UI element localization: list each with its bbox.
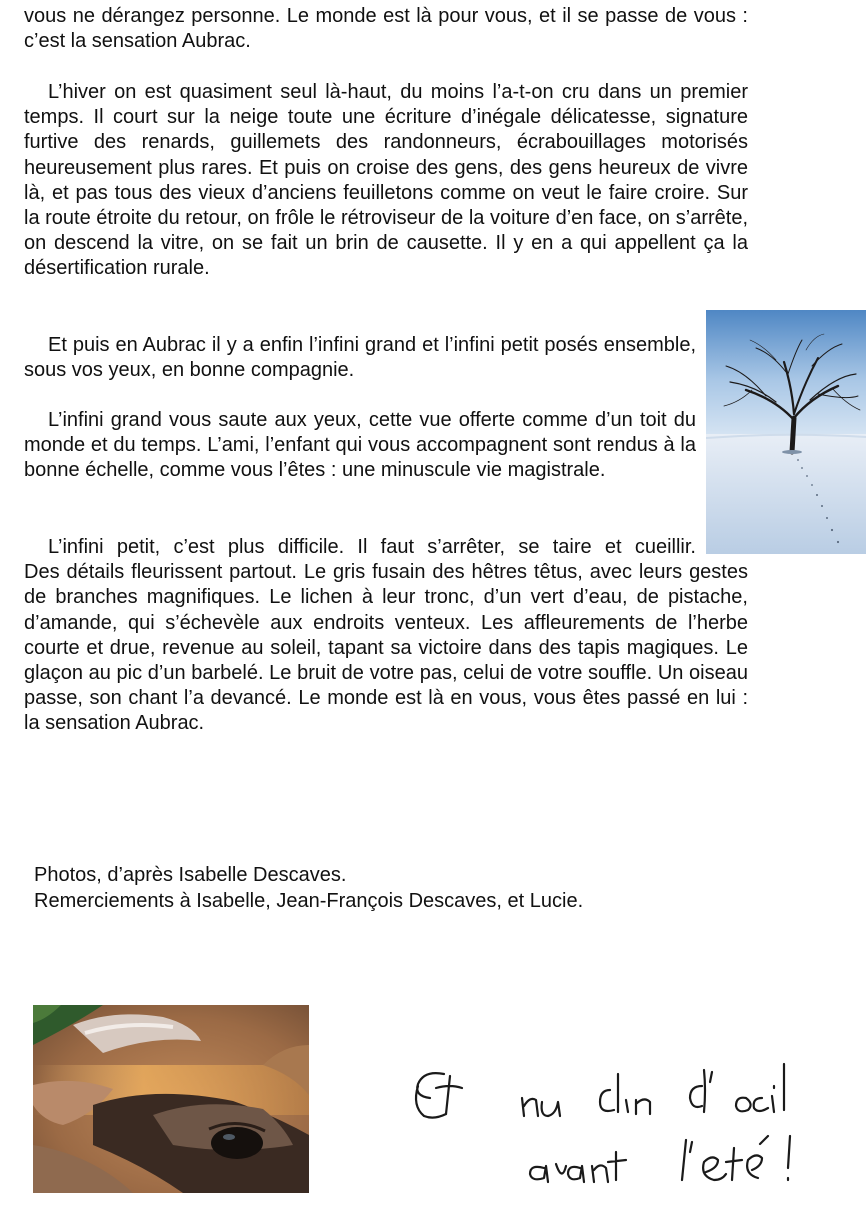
paragraph-infinite-big	[24, 408, 696, 484]
paragraph-winter-text: L’hiver on est quasiment seul là-haut, du moins l’a-t-on cru dans un premier temps. Il court sur la neige toute une écriture d’inégale délicatesse, signature furtive des renards, guillemets des randonneurs, écrabouillages motorisés heureusement plus rares. Et puis on croise des gens, des gens heureux de vivre là, et pas tous des vieux d’anciens feuilletons comme on veut le faire croire. Sur la route étroite du retour, on frôle le rétroviseur de la voiture d’en face, on s’arrête, on descend la vitre, on se fait un brin de causette. Il y en a qui appellent ça la désertification rurale.	[24, 81, 748, 280]
paragraph-infinite-small	[24, 535, 748, 737]
winter-tree-photo	[706, 310, 866, 554]
paragraph-infinite-both-text: Et puis en Aubrac il y a enfin l’infini grand et l’infini petit posés ensemble, sous vos yeux, en bonne compagnie.	[24, 334, 696, 382]
paragraph-winter	[24, 80, 748, 282]
paragraph-infinite-big-text: L’infini grand vous saute aux yeux, cette vue offerte comme d’un toit du monde et du temps. L’ami, l’enfant qui vous accompagnent sont rendus à la bonne échelle, comme vous l’êtes : une minuscule vie magistrale.	[24, 409, 696, 482]
paragraph-infinite-small-rest: Des détails fleurissent partout. Le gris fusain des hêtres têtus, avec leurs gestes de branches magnifiques. Le lichen à leur tronc, d’un vert d’eau, de pistache, d’amande, qui s’échevèle aux endroits venteux. Les affleurements de l’herbe courte et drue, revenue au soleil, tapant sa victoire dans des tapis magiques. Le glaçon au pic d’un barbelé. Le bruit de votre pas, celui de votre souffle. Un oiseau passe, son chant l’a devancé. Le monde est là en vous, vous êtes passé en lui : la sensation Aubrac.	[24, 561, 748, 735]
paragraph-infinite-small-first-text: L’infini petit, c’est plus difficile. Il faut s’arrêter, se taire et cueillir.	[48, 536, 696, 558]
paragraph-infinite-both	[24, 333, 696, 383]
credit-line-thanks: Remerciements à Isabelle, Jean-François Descaves, et Lucie.	[34, 890, 584, 912]
paragraph-intro-end: vous ne dérangez personne. Le monde est là pour vous, et il se passe de vous : c’est la sensation Aubrac.	[24, 5, 748, 53]
photo-credits	[34, 862, 583, 914]
credit-line-photos: Photos, d’après Isabelle Descaves.	[34, 864, 347, 886]
paragraph-infinite-small-first-line	[24, 535, 696, 560]
handwritten-note	[400, 1040, 830, 1200]
cow-eye-photo	[33, 1005, 309, 1193]
